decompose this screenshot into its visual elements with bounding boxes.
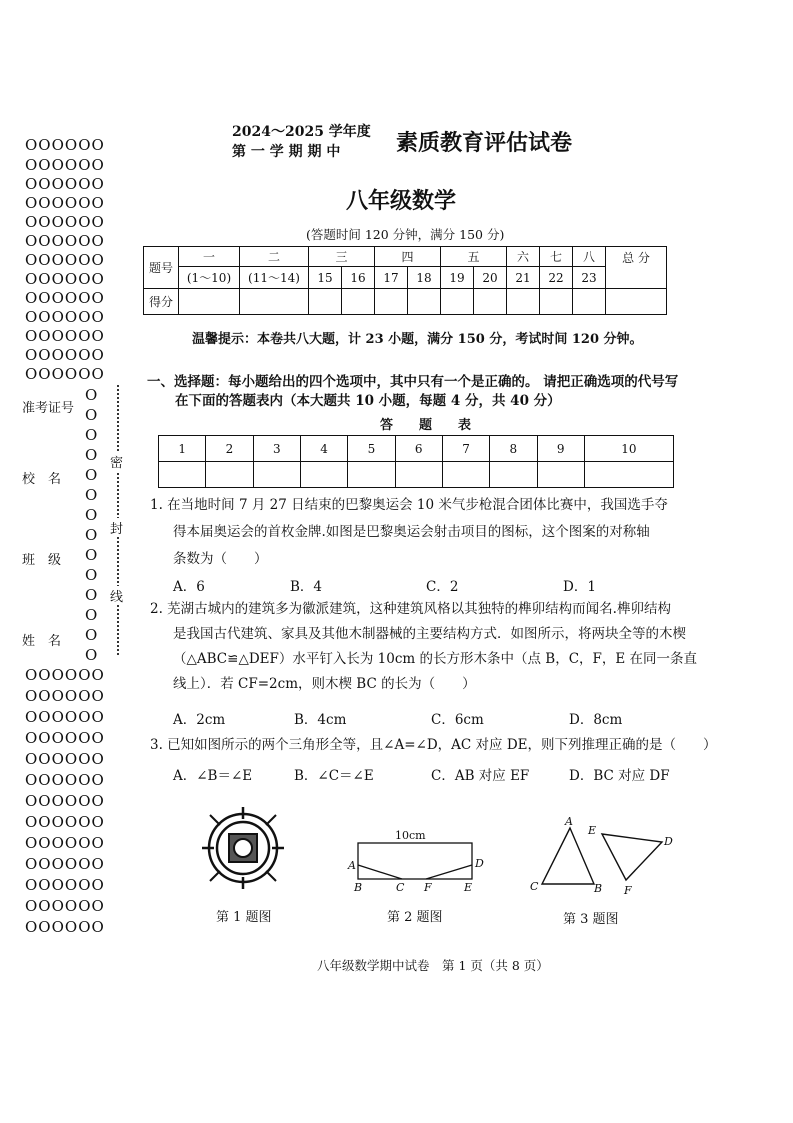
q1-line-2: 得本届奥运会的首枚金牌.如图是巴黎奥运会射击项目的图标，这个图案的对称轴 [173, 524, 650, 540]
figure-1-shooting-icon [200, 805, 286, 891]
answer-num-8: 8 [490, 436, 537, 462]
q1-line-1: 1. 在当地时间 7 月 27 日结束的巴黎奥运会 10 米气步枪混合团体比赛中，我国选手夺 [150, 497, 668, 513]
answer-table-title: 答 题 表 [380, 418, 472, 433]
score-cell[interactable] [441, 289, 474, 315]
score-table [143, 246, 667, 315]
score-cell[interactable] [540, 289, 573, 315]
answer-cell[interactable] [490, 462, 537, 488]
subject-title: 八年级数学 [346, 188, 457, 214]
answer-num-10: 10 [584, 436, 673, 462]
score-cell[interactable] [474, 289, 507, 315]
fig2-point-d: D [475, 857, 484, 870]
answer-table [158, 435, 674, 488]
section-1: 一 [179, 247, 240, 267]
q3-option-b: B．∠C＝∠E [294, 768, 374, 784]
answer-cell[interactable] [584, 462, 673, 488]
label-name: 姓 名 [22, 634, 62, 649]
question-2 [150, 598, 697, 695]
answer-num-3: 3 [253, 436, 300, 462]
fig3-point-f: F [624, 884, 632, 897]
section-6: 六 [507, 247, 540, 267]
q2-line-2: 是我国古代建筑、家具及其他木制器械的主要结构方式．如图所示，将两块全等的木楔 [173, 626, 686, 642]
answer-num-7: 7 [442, 436, 489, 462]
q22: 22 [540, 267, 573, 289]
q3-option-c: C．AB 对应 EF [431, 768, 530, 784]
score-cell[interactable] [408, 289, 441, 315]
seal-char-feng: 封 [110, 518, 123, 537]
answer-num-6: 6 [395, 436, 442, 462]
q3-option-a: A．∠B＝∠E [173, 768, 253, 784]
figure-3-triangles [522, 814, 682, 904]
total-score-cell[interactable] [606, 289, 667, 315]
section1-line2: 在下面的答题表内（本大题共 10 小题，每题 4 分，共 40 分） [175, 393, 561, 409]
answer-num-4: 4 [300, 436, 347, 462]
header-semester: 第 一 学 期 期 中 [232, 144, 341, 160]
fig2-point-f: F [424, 881, 432, 894]
fig3-point-b: B [594, 882, 603, 895]
fig2-point-b: B [354, 881, 363, 894]
question-1 [150, 494, 668, 570]
fig2-point-a: A [348, 859, 356, 872]
q19: 19 [441, 267, 474, 289]
answer-cell[interactable] [159, 462, 206, 488]
fig2-point-c: C [396, 881, 405, 894]
total-label: 总 分 [606, 247, 667, 289]
score-cell[interactable] [179, 289, 240, 315]
exam-title: 素质教育评估试卷 [396, 130, 573, 156]
answer-num-2: 2 [206, 436, 253, 462]
page-footer: 八年级数学期中试卷 第 1 页（共 8 页） [317, 958, 549, 973]
answer-num-1: 1 [159, 436, 206, 462]
answer-cell[interactable] [206, 462, 253, 488]
score-row-label: 题号 [144, 247, 179, 289]
q2-option-b: B．4cm [294, 712, 347, 728]
score-label: 得分 [144, 289, 179, 315]
fig2-length-label: 10cm [395, 829, 426, 842]
q2-line-4: 线上）．若 CF=2cm，则木楔 BC 的长为（ ） [173, 676, 476, 692]
q1-option-c: C．2 [426, 579, 459, 595]
fig3-point-d: D [664, 835, 673, 848]
answer-cell[interactable] [537, 462, 584, 488]
answer-cell[interactable] [253, 462, 300, 488]
header-year: 2024～2025 学年度 [232, 124, 371, 140]
q15: 15 [309, 267, 342, 289]
answer-cell[interactable] [348, 462, 395, 488]
score-cell[interactable] [507, 289, 540, 315]
fig3-point-c: C [530, 880, 539, 893]
figure-3-caption: 第 3 题图 [563, 912, 619, 927]
section-7: 七 [540, 247, 573, 267]
q16: 16 [342, 267, 375, 289]
figure-2-wood-strip [340, 825, 490, 895]
section1-line1: 一、选择题：每小题给出的四个选项中，其中只有一个是正确的。 请把正确选项的代号写 [147, 374, 679, 390]
q2-option-a: A．2cm [173, 712, 226, 728]
figure-2-caption: 第 2 题图 [387, 910, 443, 925]
q2-option-d: D．8cm [569, 712, 623, 728]
figure-1-caption: 第 1 题图 [216, 910, 272, 925]
fig3-point-a: A [565, 815, 573, 828]
q2-option-c: C．6cm [431, 712, 484, 728]
section-5: 五 [441, 247, 507, 267]
q17: 17 [375, 267, 408, 289]
q20: 20 [474, 267, 507, 289]
section-8: 八 [573, 247, 606, 267]
label-school: 校 名 [22, 472, 62, 487]
range-2: (11～14) [240, 267, 309, 289]
answer-cell[interactable] [395, 462, 442, 488]
q21: 21 [507, 267, 540, 289]
score-cell[interactable] [375, 289, 408, 315]
seal-char-xian: 线 [110, 586, 123, 605]
seal-char-mi: 密 [110, 452, 123, 471]
section-3: 三 [309, 247, 375, 267]
q1-option-b: B．4 [290, 579, 323, 595]
answer-num-9: 9 [537, 436, 584, 462]
section-4: 四 [375, 247, 441, 267]
time-note: (答题时间 120 分钟，满分 150 分) [306, 227, 505, 242]
section-2: 二 [240, 247, 309, 267]
label-class: 班 级 [22, 553, 62, 568]
range-1: (1～10) [179, 267, 240, 289]
answer-cell[interactable] [300, 462, 347, 488]
fig2-point-e: E [464, 881, 473, 894]
score-cell[interactable] [240, 289, 309, 315]
q23: 23 [573, 267, 606, 289]
score-cell[interactable] [309, 289, 342, 315]
q3-option-d: D．BC 对应 DF [569, 768, 670, 784]
question-3 [150, 734, 717, 756]
q1-line-3: 条数为（ ） [173, 551, 268, 567]
label-exam-number: 准考证号 [22, 401, 75, 416]
fig3-point-e: E [588, 824, 597, 837]
q1-option-d: D．1 [563, 579, 596, 595]
q2-line-1: 2. 芜湖古城内的建筑多为徽派建筑，这种建筑风格以其独特的榫卯结构而闻名.榫卯结构 [150, 601, 671, 617]
q2-line-3: （△ABC≌△DEF）水平钉入长为 10cm 的长方形木条中（点 B，C，F，E 在同一条直 [173, 651, 698, 667]
q18: 18 [408, 267, 441, 289]
answer-cell[interactable] [442, 462, 489, 488]
q3-line-1: 3. 已知如图所示的两个三角形全等，且∠A=∠D，AC 对应 DE，则下列推理正确的是（ ） [150, 737, 717, 753]
answer-num-5: 5 [348, 436, 395, 462]
score-cell[interactable] [342, 289, 375, 315]
score-cell[interactable] [573, 289, 606, 315]
q1-option-a: A．6 [173, 579, 205, 595]
tip: 温馨提示：本卷共八大题，计 23 小题，满分 150 分，考试时间 120 分钟。 [192, 332, 643, 347]
